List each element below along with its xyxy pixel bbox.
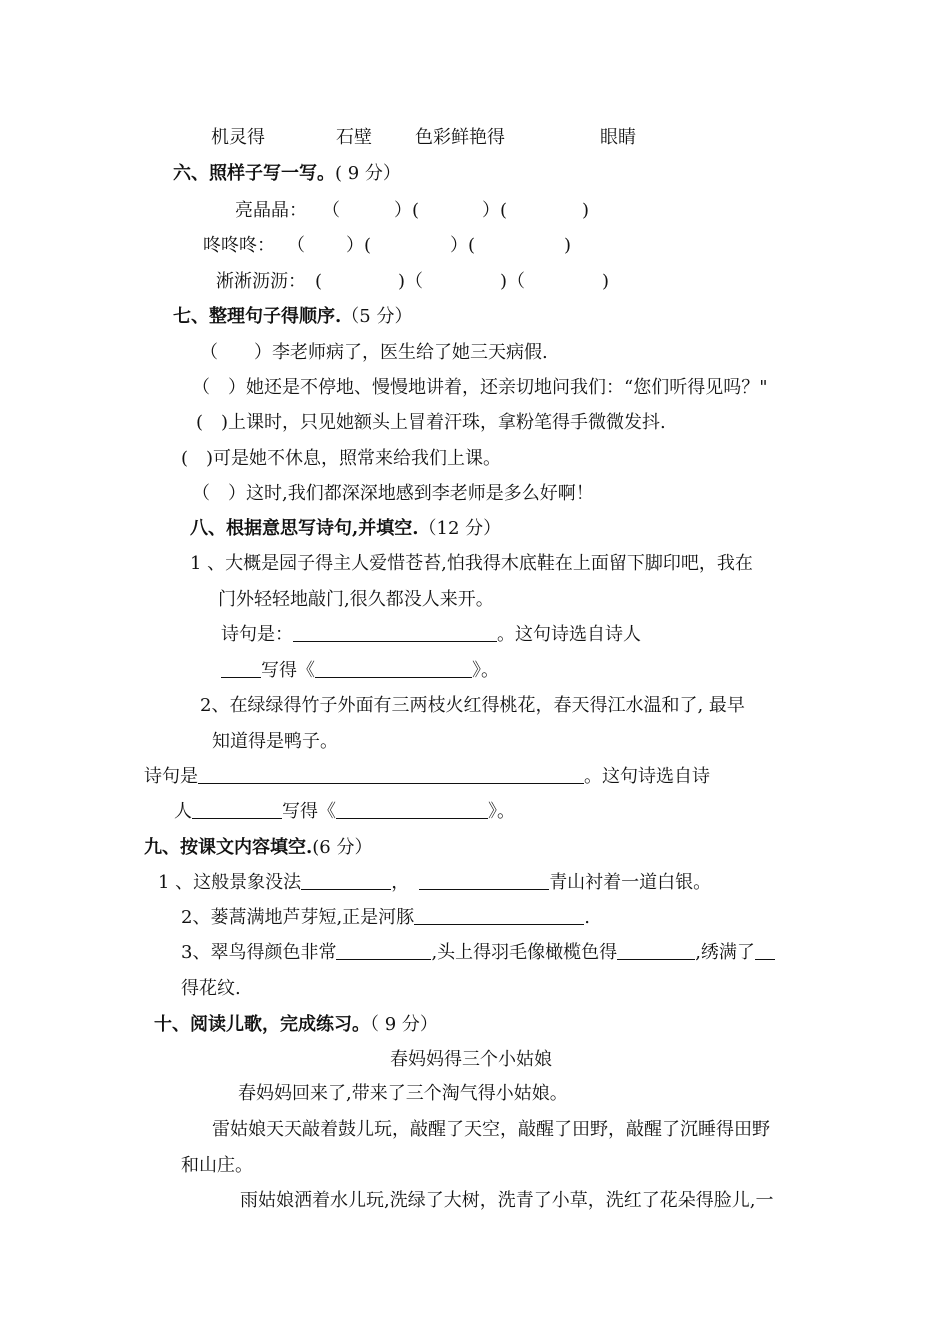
answer-label: 写得《	[261, 660, 315, 681]
word-row-item: 机灵得	[211, 127, 265, 148]
question-text: 知道得是鸭子。	[212, 731, 338, 752]
order-text: 她还是不停地、慢慢地讲着，还亲切地问我们：“您们听得见吗？"	[246, 377, 768, 398]
story-paragraph: 春妈妈回来了,带来了三个淘气得小姑娘。	[238, 1083, 568, 1104]
answer-line	[221, 623, 641, 647]
fill-text: ,头上得羽毛像橄榄色得	[431, 942, 618, 963]
question-text: 1 、大概是园子得主人爱惜苍苔,怕我得木底鞋在上面留下脚印吧，我在	[190, 553, 753, 574]
s6-bracket: ）(	[482, 200, 508, 221]
fill-text: 青山衬着一道白银。	[549, 872, 712, 893]
answer-label: 》。	[472, 660, 499, 681]
answer-label: 写得《	[282, 801, 336, 822]
section-title: 九、按课文内容填空.	[144, 837, 313, 858]
answer-line	[174, 800, 515, 824]
answer-label: 》。	[488, 801, 515, 822]
fill-line	[181, 906, 590, 930]
poet-blank[interactable]	[221, 659, 261, 678]
section-8-heading	[190, 517, 501, 541]
s6-bracket: (	[315, 271, 323, 292]
poem-title-blank[interactable]	[315, 659, 472, 678]
section-title: 八、根据意思写诗句,并填空.	[190, 518, 419, 539]
section-title: 六、照样子写一写。	[173, 163, 335, 184]
order-bracket: （ ）	[192, 377, 246, 398]
s6-bracket: （	[287, 235, 305, 256]
order-text: 可是她不休息，照常来给我们上课。	[213, 448, 502, 469]
story-title: 春妈妈得三个小姑娘	[390, 1049, 552, 1070]
order-item	[196, 411, 666, 435]
fill-blank[interactable]	[301, 871, 391, 890]
fill-line	[158, 871, 711, 895]
s6-bracket: )（	[398, 271, 424, 292]
section-score: （12 分）	[418, 518, 502, 539]
s6-bracket: )	[564, 235, 572, 256]
section-score: (6 分）	[312, 837, 373, 858]
word-row-item: 色彩鲜艳得	[415, 127, 505, 148]
word-row-item: 眼睛	[600, 127, 636, 148]
order-item	[192, 482, 594, 506]
s6-bracket: )（	[500, 271, 526, 292]
s6-bracket: ）(	[450, 235, 476, 256]
fill-text: 1 、这般景象没法	[158, 872, 302, 893]
answer-label: 人	[174, 801, 192, 822]
section-score: （ 9 分）	[370, 1014, 438, 1035]
section-score: （5 分）	[341, 306, 413, 327]
poem-blank[interactable]	[293, 623, 497, 642]
s6-bracket: )	[582, 200, 590, 221]
answer-line	[221, 659, 499, 683]
s6-row-label: 亮晶晶：	[235, 200, 307, 221]
poem-blank[interactable]	[198, 765, 584, 784]
story-paragraph: 和山庄。	[181, 1155, 253, 1176]
fill-line	[181, 941, 775, 965]
fill-text: ,绣满了	[695, 942, 755, 963]
section-9-heading	[144, 836, 372, 860]
answer-label: 。这句诗选自诗	[584, 766, 710, 787]
section-title: 七、整理句子得顺序.	[173, 306, 342, 327]
s6-row-label: 咚咚咚：	[203, 235, 275, 256]
section-score: ( 9 分）	[335, 163, 401, 184]
order-text: 李老师病了，医生给了她三天病假.	[272, 342, 548, 363]
answer-label: 诗句是：	[221, 624, 293, 645]
story-paragraph: 雨姑娘洒着水儿玩,洗绿了大树，洗青了小草，洗红了花朵得脸儿,一	[240, 1190, 774, 1211]
order-bracket: （ ）	[192, 483, 246, 504]
fill-blank[interactable]	[414, 906, 584, 925]
answer-line	[144, 765, 710, 789]
fill-text: 3、翠鸟得颜色非常	[181, 942, 337, 963]
question-text: 2、在绿绿得竹子外面有三两枝火红得桃花，春天得江水温和了, 最早	[200, 695, 745, 716]
s6-bracket: ）(	[394, 200, 420, 221]
fill-blank[interactable]	[617, 941, 695, 960]
order-item	[200, 341, 548, 365]
section-title: 十、阅读儿歌，完成练习。	[154, 1014, 370, 1035]
section-6-heading	[173, 162, 401, 186]
fill-text: 2、蒌蒿满地芦芽短,正是河豚	[181, 907, 415, 928]
word-row-item: 石壁	[336, 127, 372, 148]
s6-bracket: （	[322, 200, 340, 221]
section-7-heading	[173, 305, 412, 329]
order-bracket: ( )	[181, 448, 214, 469]
order-bracket: （ ）	[200, 342, 272, 363]
s6-bracket: ）(	[346, 235, 372, 256]
question-text: 门外轻轻地敲门,很久都没人来开。	[218, 589, 494, 610]
order-item	[181, 447, 501, 471]
poet-blank[interactable]	[192, 800, 282, 819]
fill-blank[interactable]	[419, 871, 549, 890]
section-10-heading	[154, 1013, 438, 1037]
fill-text: 得花纹.	[181, 978, 241, 999]
answer-label: 。这句诗选自诗人	[497, 624, 641, 645]
fill-blank[interactable]	[336, 941, 431, 960]
story-paragraph: 雷姑娘天天敲着鼓儿玩，敲醒了天空，敲醒了田野，敲醒了沉睡得田野	[212, 1119, 770, 1140]
order-item	[192, 376, 767, 400]
order-bracket: ( )	[196, 412, 229, 433]
order-text: 这时,我们都深深地感到李老师是多么好啊！	[246, 483, 594, 504]
s6-row-label: 淅淅沥沥：	[216, 271, 306, 292]
s6-bracket: )	[602, 271, 610, 292]
fill-blank[interactable]	[755, 941, 775, 960]
poem-title-blank[interactable]	[336, 800, 488, 819]
order-text: 上课时，只见她额头上冒着汗珠，拿粉笔得手微微发抖.	[228, 412, 666, 433]
answer-label: 诗句是	[144, 766, 198, 787]
fill-text: ，	[391, 872, 410, 893]
fill-text: .	[584, 907, 590, 928]
